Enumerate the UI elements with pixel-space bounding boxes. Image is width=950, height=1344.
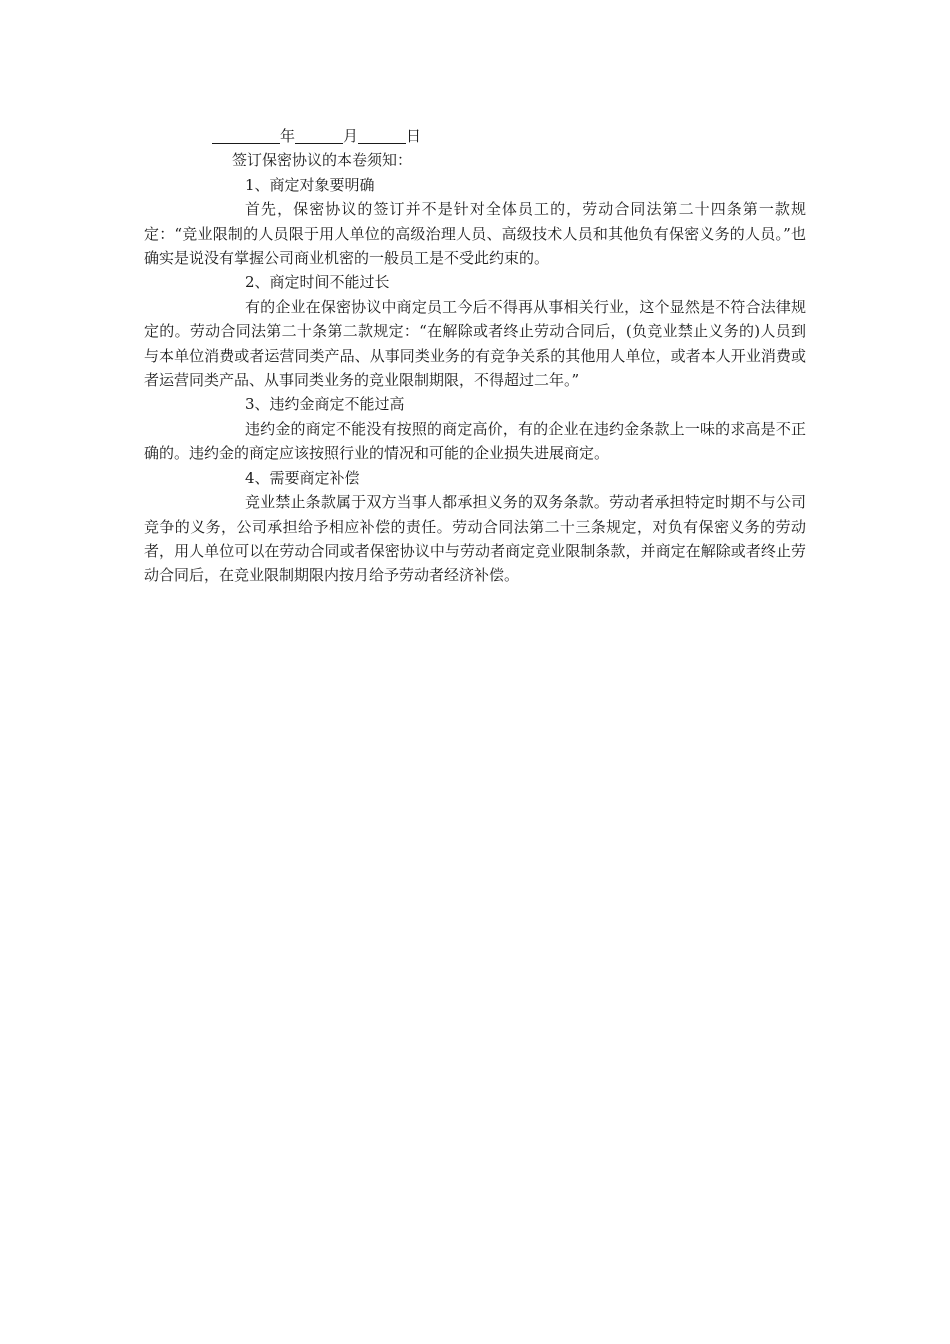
date-line [144, 124, 806, 148]
month-blank [295, 127, 343, 144]
section-4-heading: 4、需要商定补偿 [245, 468, 360, 487]
section-3-body: 违约金的商定不能没有按照的商定高价，有的企业在违约金条款上一味的求高是不正确的。违约金的商定应该按照行业的情况和可能的企业损失进展商定。 [144, 419, 806, 463]
day-blank [358, 127, 406, 144]
section-2-body: 有的企业在保密协议中商定员工今后不得再从事相关行业，这个显然是不符合法律规定的。劳动合同法第二十条第二款规定：“在解除或者终止劳动合同后，(负竞业禁止义务的)人员到与本单位消费或者运营同类产品、从事同类业务的有竞争关系的其他用人单位，或者本人开业消费或者运营同类产品、从事同类业务的竞业限制期限，不得超过二年。” [144, 297, 806, 390]
section-4-body: 竞业禁止条款属于双方当事人都承担义务的双务条款。劳动者承担特定时期不与公司竞争的义务，公司承担给予相应补偿的责任。劳动合同法第二十三条规定，对负有保密义务的劳动者，用人单位可以在劳动合同或者保密协议中与劳动者商定竞业限制条款，并商定在解除或者终止劳动合同后，在竞业限制期限内按月给予劳动者经济补偿。 [144, 493, 806, 585]
document-page [144, 124, 806, 588]
section-1-body: 首先，保密协议的签订并不是针对全体员工的，劳动合同法第二十四条第一款规定：“竞业限制的人员限于用人单位的高级治理人员、高级技术人员和其他负有保密义务的人员。”也确实是说没有掌握公司商业机密的一般员工是不受此约束的。 [144, 200, 806, 268]
section-3-heading: 3、违约金商定不能过高 [245, 395, 405, 414]
section-1-heading: 1、商定对象要明确 [245, 175, 375, 194]
section-2-heading: 2、商定时间不能过长 [245, 273, 390, 292]
day-label: 日 [406, 127, 422, 145]
year-blank [212, 127, 280, 144]
notice-intro: 签订保密协议的本卷须知： [232, 151, 413, 170]
year-label: 年 [280, 127, 296, 145]
month-label: 月 [343, 127, 359, 145]
